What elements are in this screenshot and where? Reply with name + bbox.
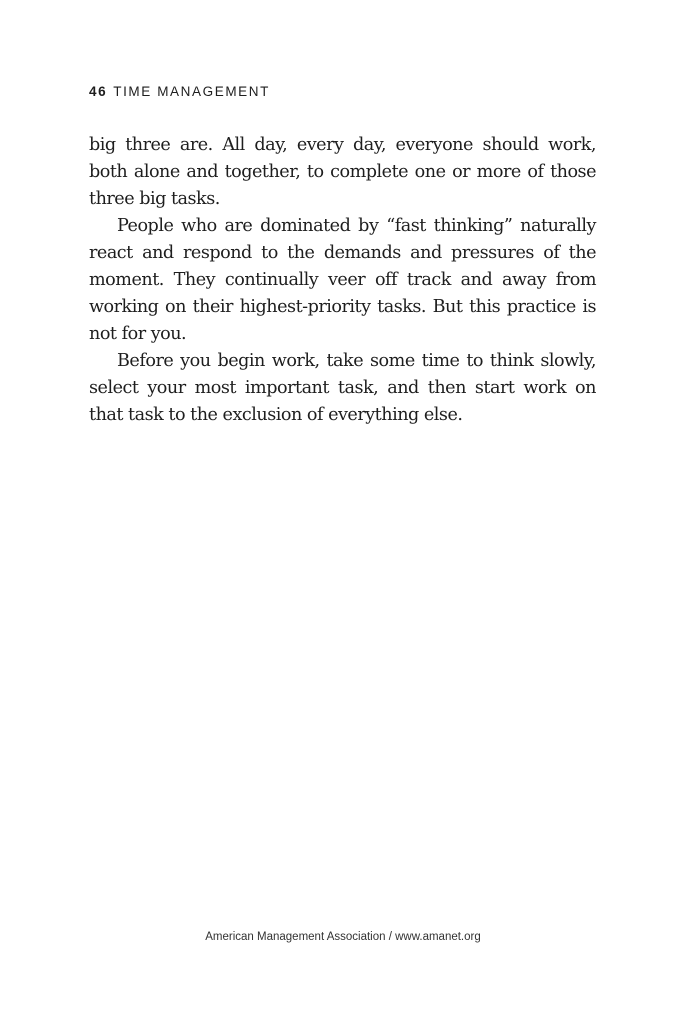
running-head (89, 84, 270, 99)
page-number: 46 (89, 84, 108, 99)
paragraph-2: People who are dominated by “fast thinking” naturally react and respond to the demands and pressures of the moment. They continually veer off track and away from working on their highest-priority tasks. But this practice is not for you. (89, 216, 596, 344)
section-title: TIME MANAGEMENT (113, 84, 270, 99)
body-text (89, 132, 596, 429)
paragraph-3: Before you begin work, take some time to think slowly, select your most important task, and then start work on that task to the exclusion of everything else. (89, 351, 596, 425)
page-footer: American Management Association / www.amanet.org (205, 931, 481, 943)
paragraph-1: big three are. All day, every day, everyone should work, both alone and together, to complete one or more of those three big tasks. (89, 135, 596, 209)
